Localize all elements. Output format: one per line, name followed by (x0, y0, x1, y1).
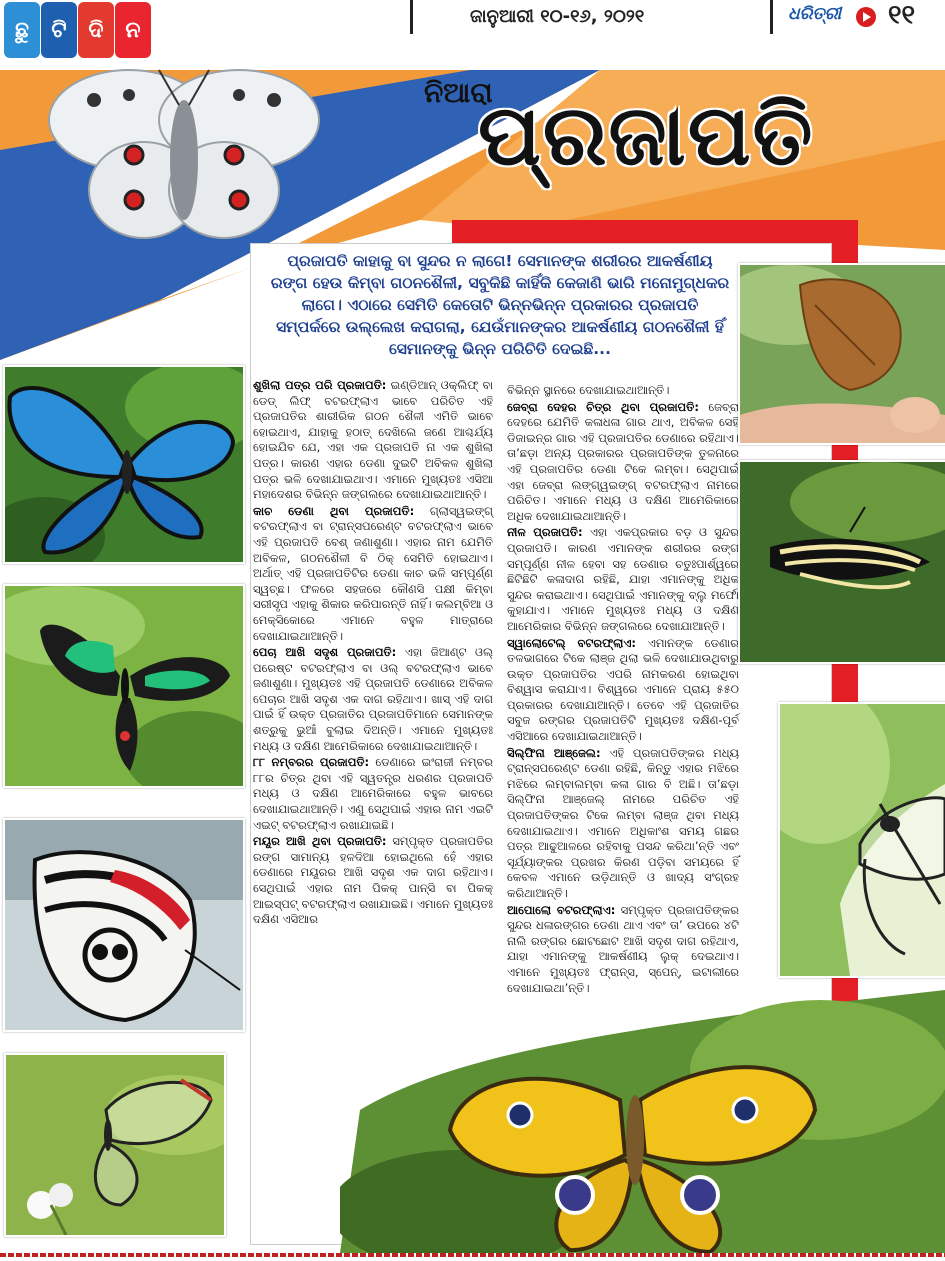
paragraph-text: ବିଭିନ୍ନ ସ୍ଥାନରେ ଦେଖାଯାଇଥାଆନ୍ତି। (507, 383, 670, 397)
paragraph-heading: ଶୁଖିଲା ପତ୍ର ପରି ପ୍ରଜାପତି: (253, 378, 387, 392)
green-swallowtail-photo (3, 584, 245, 788)
paragraph-text: ଏହା ଏକପ୍ରକାର ବଡ଼ ଓ ସୁନ୍ଦର ପ୍ରଜାପତି। କାରଣ ଏମାନଙ୍କ ଶରୀରର ରଙ୍ଗ ସମ୍ପୂର୍ଣ୍ଣ ନୀଳ ହେବା ସହ ଡେଣାର ଚତୁଃପାର୍ଶ୍ୱରେ ଛିଟିଛିଟି କଳାଦାଗ ରହିଛି, ଯାହା ଏମାନଙ୍କୁ ଅଧିକ ସୁନ୍ଦର କରାଇଥାଏ। ସେଥିପାଇଁ ଏମାନଙ୍କୁ ବ୍ଲୁ ମର୍ଫୋ କୁହାଯାଏ। ଏମାନେ ମୁଖ୍ୟତଃ ମଧ୍ୟ ଓ ଦକ୍ଷିଣ ଆମେରିକାର ବିଭିନ୍ନ ଜଙ୍ଗଲରେ ଦେଖାଯାଆନ୍ତି। (507, 525, 739, 633)
paragraph-text: ଗ୍ଲାସ୍‌ୱଇଙ୍ଗ୍ ବଟରଫ୍ଲାଏ ବା ଟ୍ରାନ୍ସପରେଣ୍ଟ ବଟରଫ୍ଲାଏ ଭାବେ ଏହି ପ୍ରଜାପତି ବେଶ୍ ଜଣାଶୁଣା। ଏହାର ନାମ ଯେମିତି ଅବିକଳ, ଗଠନଶୈଳୀ ବି ଠିକ୍ ସେମିତି ହୋଇଥାଏ। ଅର୍ଥାତ୍ ଏହି ପ୍ରଜାପତିଟିର ଡେଣା କାଚ ଭଳି ସମ୍ପୂର୍ଣ୍ଣ ସ୍ୱଚ୍ଛ। ଫଳରେ ସହଜରେ କୌଣସି ପକ୍ଷୀ କିମ୍ବା ସରୀସୃପ ଏହାକୁ ଶିକାର କରିପାରନ୍ତି ନାହିଁ। କଲମ୍ବିଆ ଓ ମେକ୍ସିକୋରେ ଏମାନେ ବହୁଳ ମାତ୍ରାରେ ଦେଖାଯାଇଥାଆନ୍ତି। (253, 503, 493, 643)
intro-paragraph: ପ୍ରଜାପତି କାହାକୁ ବା ସୁନ୍ଦର ନ ଲାଗେ! ସେମାନଙ୍କ ଶରୀରର ଆକର୍ଷଣୀୟ ରଙ୍ଗ ହେଉ କିମ୍ବା ଗଠନଶୈଳୀ, ସବୁକିଛି କାହିଁକି କେଜାଣି ଭାରି ମନୋମୁଗ୍ଧକର ଲାଗେ। ଏଠାରେ ସେମିତି କେତୋଟି ଭିନ୍ନଭିନ୍ନ ପ୍ରକାରର ପ୍ରଜାପତି ସମ୍ପର୍କରେ ଉଲ୍ଲେଖ କରାଗଲା, ଯେଉଁମାନଙ୍କର ଆକର୍ଷଣୀୟ ଗଠନଶୈଳୀ ହିଁ ସେମାନଙ୍କୁ ଭିନ୍ନ ପରିଚିତି ଦେଇଛି... (270, 252, 730, 358)
section-tile-3: ଦି (78, 2, 114, 58)
eighty-eight-butterfly-photo (3, 818, 245, 1032)
paragraph-text: ଜେବ୍ରା ଦେହରେ ଯେମିତି କଳାଧଳା ଗାର ଥାଏ, ଅବିକଳ ସେହି ଡିଜାଇନ୍‌ର ଗାର ଏହି ପ୍ରଜାପତିର ଡେଣାରେ ରହିଥାଏ। ତା’ଛଡ଼ା ଅନ୍ୟ ପ୍ରକାରର ପ୍ରଜାପତିଙ୍କ ତୁଳନାରେ ଏହି ପ୍ରଜାପତିର ଡେଣା ଟିକେ ଲମ୍ବା। ସେଥିପାଇଁ ଏହା ଜେବ୍ରା ଲଙ୍ଗ୍‌ୱଇଙ୍ଗ୍ ବଟରଫ୍ଲାଏ ନାମରେ ପରିଚିତ। ଏମାନେ ମଧ୍ୟ ଓ ଦକ୍ଷିଣ ଆମେରିକାରେ ଅଧିକ ଦେଖାଯାଇଥାଆନ୍ତି। (507, 399, 740, 523)
paragraph-heading: ଆପୋଲୋ ବଟରଫ୍ଲାଏ: (507, 902, 616, 917)
paragraph-text: ଇଣ୍ଡିଆନ୍ ଓକ୍‌ଲିଫ୍ ବା ଡେଡ୍ ଲିଫ୍ ବଟରଫ୍ଲାଏ ଭାବେ ପରିଚିତ ଏହି ପ୍ରଜାପତିର ଶାରୀରିକ ଗଠନ ଶୈଳୀ ଏମିତି ଭାବେ ହୋଇଥାଏ, ଯାହାକୁ ହଠାତ୍ ଦେଖିଲେ ଜଣେ ଆଶ୍ଚର୍ଯ୍ୟ ହୋଇଯିବ ଯେ, ଏହା ଏକ ପ୍ରଜାପତି ନା ଏକ ଶୁଖିଲା ପତ୍ର। କାରଣ ଏହାର ଡେଣା ଦୁଇଟି ଅବିକଳ ଶୁଖିଲା ପତ୍ର ଭଳି ଦେଖାଯାଇଥାଏ। ଏମାନେ ମୁଖ୍ୟତଃ ଏସିଆ ମହାଦେଶର ବିଭିନ୍ନ ଜଙ୍ଗଲରେ ଦେଖାଯାଇଥାଆନ୍ତି। (253, 378, 493, 502)
zebra-longwing-photo (738, 460, 945, 664)
article-paragraph (507, 400, 739, 525)
paragraph-text: ଏହି ପ୍ରଜାପତିଙ୍କର ମଧ୍ୟ ଟ୍ରାନ୍ସପରେଣ୍ଟ ଡେଣା ରହିଛି, କିନ୍ତୁ ଏହାର ମଝିରେ ମଝିରେ ଲମ୍ବାଲମ୍ବା କଳା ଗାର ବି ଅଛି। ତା’ଛଡ଼ା ସିଲ୍‌ଫିନା ଆଞ୍ଜେଲ୍ ନାମରେ ପରିଚିତ ଏହି ପ୍ରଜାପତିଙ୍କର ଟିକେ ଲମ୍ବା ଲାଞ୍ଜ ଥିବା ମଧ୍ୟ ଦେଖାଯାଇଥାଏ। ଏମାନେ ଅଧିକାଂଶ ସମୟ ଗଛର ପତ୍ର ଆଢୁଆଳରେ ରହିବାକୁ ପସନ୍ଦ କରିଥା’ନ୍ତି ଏବଂ ସୂର୍ଯ୍ୟାଙ୍କର ପ୍ରଖର କିରଣ ପଡ଼ିବା ସମୟରେ ହିଁ କେବଳ ଏମାନେ ଉଡ଼ିଥାନ୍ତି ଓ ଖାଦ୍ୟ ସଂଗ୍ରହ କରିଥାଆନ୍ତି। (507, 745, 740, 900)
paragraph-heading: ଜେବ୍ରା ଦେହର ଚିତ୍ର ଥିବା ପ୍ରଜାପତି: (507, 399, 699, 414)
article-paragraph (253, 645, 493, 754)
bottom-rule (0, 1253, 945, 1257)
dead-leaf-butterfly-photo (738, 263, 945, 445)
title-kicker: ନିଆରା (424, 76, 493, 109)
paragraph-heading: ସିଲ୍‌ଫିନା ଆଞ୍ଜେଲ: (507, 745, 601, 760)
paragraph-heading: ପେଚା ଆଖି ସଦୃଶ ପ୍ରଜାପତି: (253, 645, 397, 660)
article-column-right (507, 383, 739, 997)
paragraph-text: ସମ୍ପୃକ୍ତ ପ୍ରଜାପତିର ରଙ୍ଗ ସାମାନ୍ୟ ହଳଦିଆ ହୋଇଥିଲେ ହେଁ ଏହାର ଡେଣାରେ ମୟୂରର ଆଖି ସଦୃଶ ଏକ ଦାଗ ରହିଥାଏ। ସେଥିପାଇଁ ଏହାର ନାମ ପିକକ୍ ପାନ୍ସି ବା ପିକକ୍ ଆଇସ୍ପଟ୍ ବଟରଫ୍ଲାଏ ରଖାଯାଇଛି। ଏମାନେ ମୁଖ୍ୟତଃ ଦକ୍ଷିଣ ଏସିଆର (253, 834, 494, 927)
article-paragraph (253, 378, 493, 503)
publication-brand: ଧରିତ୍ରୀ (788, 4, 842, 24)
article-paragraph (253, 834, 493, 928)
article-paragraph (507, 903, 739, 997)
sylphina-angel-photo (778, 702, 945, 978)
paragraph-heading: ନୀଳ ପ୍ରଜାପତି: (507, 525, 583, 540)
section-tile-1: ଛୁ (4, 2, 40, 58)
paragraph-heading: ସ୍ୱାଲୋଟେଲ୍ ବଟରଫ୍ଲାଏ: (507, 635, 637, 650)
article-paragraph (507, 636, 739, 745)
section-tile-2: ଟି (41, 2, 77, 58)
article-paragraph (253, 755, 493, 833)
paragraph-text: ସମ୍ପୃକ୍ତ ପ୍ରଜାପତିଙ୍କର ସୁନ୍ଦର ଧଳାରଙ୍ଗର ଡେଣା ଥାଏ ଏବଂ ତା’ ଉପରେ ୪ଟି ନାଲି ରଙ୍ଗର ଛୋଟଛୋଟ ଆଖି ସଦୃଶ ଦାଗ ରହିଥାଏ, ଯାହା ଏମାନଙ୍କୁ ଆକର୍ଷଣୀୟ ଲୁକ୍ ଦେଇଥାଏ। ଏମାନେ ମୁଖ୍ୟତଃ ଫ୍ରାନ୍ସ, ସ୍ପେନ୍, ଇଟାଲୀରେ ଦେଖାଯାଇଥା’ନ୍ତି। (507, 902, 739, 995)
peacock-pansy-photo (340, 990, 945, 1253)
page-number: ୧୧ (888, 0, 916, 30)
issue-date: ଜାନୁଆରୀ ୧୦-୧୬, ୨୦୨୧ (470, 6, 645, 27)
paragraph-heading: ମୟୂର ଆଖି ଥିବା ପ୍ରଜାପତି: (253, 834, 387, 849)
article-paragraph (507, 525, 739, 634)
paragraph-text: ଏମାନଙ୍କ ଡେଣାର ତଳଭାଗରେ ଟିକେ ଲାଞ୍ଜ ଥିଲା ଭଳି ଦେଖାଯାଉଥିବାରୁ ଉକ୍ତ ପ୍ରଜାପତିର ଏପରି ନାମକରଣ ହୋଇଥିବା ବିଶ୍ୱାସ କରାଯାଏ। ବିଶ୍ୱରେ ଏମାନେ ପ୍ରାୟ ୫୫୦ ପ୍ରକାରର ଦେଖାଯାଆନ୍ତି। ତେବେ ଏହି ପ୍ରଜାତିର ସବୁଜ ରଙ୍ଗର ପ୍ରଜାପତିଟି ମୁଖ୍ୟତଃ ଦକ୍ଷିଣ-ପୂର୍ବ ଏସିଆରେ ଦେଖାଯାଇଥାଆନ୍ତି। (507, 635, 739, 744)
page-title: ପ୍ରଜାପତି (478, 86, 815, 184)
article-paragraph (507, 383, 739, 399)
paragraph-text: ଡେଣାରେ ଇଂରାଜୀ ନମ୍ବର ୮୮ର ଚିତ୍ର ଥିବା ଏହି ସ୍ୱତନ୍ତ୍ର ଧରଣର ପ୍ରଜାପତି ମଧ୍ୟ ଓ ଦକ୍ଷିଣ ଆମେରିକାରେ ବହୁଳ ଭାବରେ ଦେଖାଯାଇଥାଆନ୍ତି। ଏଣୁ ସେଥିପାଇଁ ଏହାର ନାମ ଏଇଟି ଏଇଟ୍ ବଟରଫ୍ଲାଏ ରଖାଯାଇଛି। (253, 755, 494, 832)
section-tile-4: ନ (115, 2, 151, 58)
blue-morpho-photo (3, 365, 245, 564)
paragraph-heading: ୮୮ ନମ୍ବରର ପ୍ରଜାପତି: (253, 755, 370, 770)
apollo-butterfly-image (34, 60, 334, 250)
paragraph-heading: କାଚ ଡେଣା ଥିବା ପ୍ରଜାପତି: (253, 503, 415, 518)
article-paragraph (507, 746, 739, 902)
article-column-left (253, 378, 493, 929)
glasswing-butterfly-photo (4, 1053, 226, 1237)
article-paragraph (253, 504, 493, 644)
paragraph-text: ଏହା ଜିଆଣ୍ଟ ଓଲ୍ ପରେଷ୍ଟ ବଟରଫ୍ଲାଏ ବା ଓଲ୍ ବଟରଫ୍ଲାଏ ଭାବେ ଜଣାଶୁଣା। ମୁଖ୍ୟତଃ ଏହି ପ୍ରଜାପତି ଡେଣାରେ ଅବିକଳ ପେଚାର ଆଖି ସଦୃଶ ଏକ ଦାଗ ରହିଥାଏ। ଖାସ୍ ଏହି ଦାଗ ପାଇଁ ହିଁ ଉକ୍ତ ପ୍ରଜାତିର ପ୍ରଜାପତିମାନେ ସେମାନଙ୍କ ଶତ୍ରୁକୁ ଭୁଆଁ ବୁଲାଇ ଦିଅନ୍ତି। ଏମାନେ ମୁଖ୍ୟତଃ ମଧ୍ୟ ଓ ଦକ୍ଷିଣ ଆମେରିକାରେ ଦେଖାଯାଇଥାଆନ୍ତି। (253, 645, 493, 753)
